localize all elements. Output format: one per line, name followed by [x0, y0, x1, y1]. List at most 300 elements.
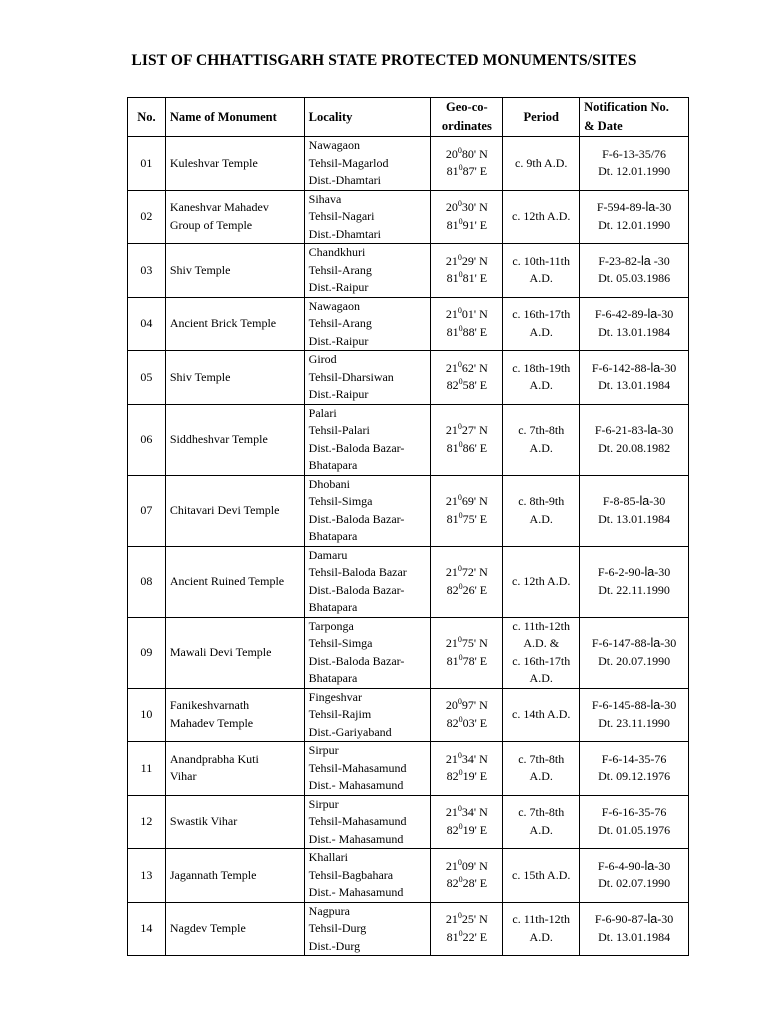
- geo-degrees: 81: [446, 271, 459, 286]
- locality-line: Tehsil-Mahasamund: [308, 814, 407, 828]
- cell-geo: [431, 297, 503, 351]
- geo-line: [435, 911, 498, 929]
- cell-name: [165, 351, 304, 405]
- notification-text: F-6-147-88-: [591, 636, 651, 650]
- cell-period: [503, 546, 580, 617]
- geo-line: [435, 875, 498, 893]
- cell-locality: [304, 688, 431, 742]
- notification-text: Dt. 13.01.1984: [598, 378, 671, 393]
- name-line: Chitavari Devi Temple: [169, 502, 280, 517]
- geo-degree-mark: 0: [457, 697, 462, 707]
- notification-code: la: [647, 423, 658, 437]
- notification-line: [584, 582, 684, 600]
- geo-minutes: 75' E: [462, 511, 488, 526]
- cell-name: [165, 190, 304, 244]
- table-row: [128, 617, 689, 688]
- notification-line: [584, 751, 684, 769]
- notification-text: Dt. 23.11.1990: [598, 715, 670, 730]
- cell-no: 03: [128, 244, 166, 298]
- period-line: c. 10th-11th: [512, 253, 570, 268]
- cell-geo: [431, 902, 503, 956]
- cell-no: 01: [128, 137, 166, 191]
- period-line: c. 7th-8th: [518, 805, 565, 820]
- geo-degree-mark: 0: [458, 377, 463, 387]
- cell-notification: [580, 617, 689, 688]
- table-row: [128, 546, 689, 617]
- cell-period: [503, 190, 580, 244]
- cell-no: 14: [128, 902, 166, 956]
- locality-line: Dist.-Baloda Bazar-: [308, 653, 405, 668]
- name-line: Shiv Temple: [169, 369, 231, 384]
- geo-minutes: 01' N: [461, 307, 488, 322]
- geo-line: [435, 858, 498, 876]
- cell-period: [503, 137, 580, 191]
- locality-line: Dist.-Baloda Bazar-: [308, 511, 405, 526]
- geo-degrees: 81: [446, 440, 459, 455]
- cell-geo: [431, 404, 503, 475]
- period-line: c. 11th-12th: [512, 912, 570, 927]
- geo-degree-mark: 0: [458, 439, 463, 449]
- locality-line: Damaru: [308, 547, 348, 562]
- geo-degree-mark: 0: [458, 928, 463, 938]
- geo-degree-mark: 0: [457, 635, 462, 644]
- notification-text: -30: [657, 423, 674, 437]
- notification-text: Dt. 20.08.1982: [598, 440, 671, 455]
- geo-degree-mark: 0: [458, 323, 463, 333]
- geo-degrees: 82: [446, 769, 459, 784]
- locality-line: Dhobani: [308, 476, 350, 491]
- notification-code: la: [650, 636, 661, 650]
- cell-geo: [431, 742, 503, 796]
- geo-line: [435, 270, 498, 288]
- notification-text: Dt. 13.01.1984: [598, 511, 671, 526]
- geo-minutes: 91' E: [462, 217, 488, 232]
- geo-minutes: 19' E: [462, 822, 488, 837]
- cell-locality: [304, 795, 431, 849]
- geo-degrees: 20: [445, 200, 458, 215]
- cell-notification: [580, 475, 689, 546]
- cell-geo: [431, 137, 503, 191]
- notification-text: Dt. 05.03.1986: [598, 271, 671, 286]
- geo-line: [435, 493, 498, 511]
- table-row: [128, 795, 689, 849]
- notification-text: F-594-89-: [596, 200, 646, 215]
- cell-notification: [580, 244, 689, 298]
- notification-text: -30: [649, 494, 666, 508]
- geo-degree-mark: 0: [457, 750, 462, 760]
- name-line: Kuleshvar Temple: [169, 155, 258, 170]
- geo-minutes: 34' N: [461, 805, 488, 820]
- geo-degrees: 21: [445, 751, 458, 766]
- notification-text: F-6-142-88-: [591, 360, 651, 375]
- geo-degrees: 21: [445, 858, 458, 873]
- cell-geo: [431, 546, 503, 617]
- cell-name: [165, 795, 304, 849]
- cell-locality: [304, 617, 431, 688]
- cell-period: [503, 244, 580, 298]
- locality-line: Tehsil-Arang: [308, 262, 372, 277]
- geo-degrees: 21: [445, 805, 458, 820]
- cell-period: [503, 742, 580, 796]
- locality-line: Dist.-Gariyaband: [308, 724, 392, 739]
- cell-notification: [580, 795, 689, 849]
- locality-line: Dist.-Raipur: [308, 333, 369, 348]
- notification-line: [584, 858, 684, 876]
- table-row: [128, 297, 689, 351]
- geo-degree-mark: 0: [458, 714, 463, 724]
- geo-degrees: 82: [446, 822, 459, 837]
- geo-line: [435, 199, 498, 217]
- cell-geo: [431, 617, 503, 688]
- locality-line: Tehsil-Bagbahara: [308, 867, 394, 882]
- cell-locality: [304, 351, 431, 405]
- geo-minutes: 86' E: [462, 440, 488, 455]
- geo-line: [435, 422, 498, 440]
- cell-geo: [431, 190, 503, 244]
- period-line: c. 15th A.D.: [512, 867, 571, 882]
- notification-line: [584, 804, 684, 822]
- notification-line: [584, 822, 684, 840]
- notification-text: -30: [654, 565, 671, 579]
- locality-line: Girod: [308, 352, 337, 366]
- notification-text: F-8-85-: [602, 494, 640, 508]
- cell-notification: [580, 137, 689, 191]
- locality-line: Dist.-Raipur: [308, 387, 369, 401]
- notification-code: la: [639, 494, 650, 508]
- notification-text: F-6-4-90-: [597, 858, 645, 873]
- cell-period: [503, 617, 580, 688]
- notification-code: la: [647, 912, 658, 927]
- notification-line: [584, 146, 684, 164]
- cell-geo: [431, 795, 503, 849]
- geo-line: [435, 306, 498, 324]
- geo-minutes: 80' N: [461, 146, 488, 161]
- period-line: c. 16th-17th: [512, 653, 571, 668]
- geo-line: [435, 163, 498, 181]
- geo-line: [435, 253, 498, 271]
- locality-line: Bhatapara: [308, 529, 358, 543]
- notification-text: Dt. 22.11.1990: [598, 582, 670, 597]
- period-line: c. 9th A.D.: [515, 155, 568, 170]
- notification-text: -30: [654, 858, 671, 873]
- period-line: A.D.: [529, 511, 553, 526]
- period-line: c. 16th-17th: [512, 307, 571, 322]
- notification-line: [584, 422, 684, 440]
- cell-name: [165, 546, 304, 617]
- geo-minutes: 19' E: [462, 769, 488, 784]
- cell-name: [165, 475, 304, 546]
- notification-text: Dt. 12.01.1990: [598, 164, 671, 179]
- notification-line: [584, 324, 684, 342]
- header-locality: Locality: [304, 98, 431, 137]
- cell-name: [165, 297, 304, 351]
- cell-name: [165, 742, 304, 796]
- notification-text: -30: [660, 636, 677, 650]
- period-line: c. 12th A.D.: [512, 209, 571, 223]
- cell-period: [503, 688, 580, 742]
- notification-line: [584, 199, 684, 217]
- notification-text: F-6-90-87-: [594, 912, 648, 927]
- geo-minutes: 03' E: [462, 715, 488, 730]
- locality-line: Khallari: [308, 850, 348, 864]
- geo-line: [435, 653, 498, 671]
- name-line: Anandprabha Kuti: [169, 751, 259, 766]
- cell-notification: [580, 404, 689, 475]
- notification-code: la: [650, 360, 661, 375]
- notification-code: la: [645, 200, 656, 215]
- geo-degrees: 21: [445, 423, 458, 437]
- cell-no: 02: [128, 190, 166, 244]
- locality-line: Dist.-Baloda Bazar-: [308, 582, 405, 597]
- name-line: Ancient Ruined Temple: [169, 573, 285, 588]
- geo-degrees: 21: [445, 912, 458, 927]
- geo-line: [435, 697, 498, 715]
- notification-line: [584, 360, 684, 378]
- geo-degree-mark: 0: [458, 581, 463, 591]
- name-line: Shiv Temple: [169, 262, 231, 277]
- geo-degree-mark: 0: [458, 510, 463, 520]
- locality-line: Bhatapara: [308, 600, 358, 614]
- header-period: Period: [503, 98, 580, 137]
- table-row: [128, 137, 689, 191]
- locality-line: Tehsil-Arang: [308, 316, 372, 330]
- geo-degrees: 82: [446, 876, 459, 891]
- geo-degrees: 82: [446, 378, 459, 393]
- notification-text: F-6-21-83-: [594, 423, 648, 437]
- geo-minutes: 28' E: [462, 876, 488, 891]
- table-row: [128, 244, 689, 298]
- notification-text: Dt. 13.01.1984: [598, 324, 671, 339]
- name-line: Siddheshvar Temple: [169, 431, 268, 446]
- notification-line: [584, 217, 684, 235]
- notification-text: Dt. 02.07.1990: [598, 876, 671, 891]
- period-line: A.D.: [529, 769, 553, 784]
- cell-no: 05: [128, 351, 166, 405]
- geo-minutes: 69' N: [461, 494, 488, 508]
- geo-line: [435, 929, 498, 947]
- geo-degrees: 81: [446, 324, 459, 339]
- cell-no: 06: [128, 404, 166, 475]
- geo-line: [435, 146, 498, 164]
- geo-degree-mark: 0: [457, 911, 462, 921]
- geo-minutes: 29' N: [461, 253, 488, 268]
- geo-degree-mark: 0: [457, 359, 462, 369]
- geo-line: [435, 564, 498, 582]
- geo-line: [435, 715, 498, 733]
- geo-minutes: 87' E: [462, 164, 488, 179]
- geo-degree-mark: 0: [457, 199, 462, 209]
- notification-line: [584, 635, 684, 653]
- locality-line: Sirpur: [308, 796, 339, 811]
- cell-geo: [431, 351, 503, 405]
- name-line: Jagannath Temple: [169, 867, 257, 882]
- locality-line: Sirpur: [308, 743, 339, 757]
- notification-text: Dt. 01.05.1976: [598, 822, 671, 837]
- period-line: c. 8th-9th: [518, 494, 565, 508]
- notification-line: [584, 768, 684, 786]
- header-notification: [580, 98, 689, 137]
- period-line: A.D.: [529, 324, 553, 339]
- notification-line: [584, 715, 684, 733]
- geo-minutes: 27' N: [461, 423, 488, 437]
- locality-line: Tehsil-Baloda Bazar: [308, 565, 407, 579]
- table-row: [128, 849, 689, 903]
- period-line: c. 7th-8th: [518, 423, 565, 437]
- geo-degrees: 81: [446, 164, 459, 179]
- geo-line: [435, 768, 498, 786]
- notification-line: [584, 306, 684, 324]
- notification-text: F-6-16-35-76: [601, 805, 667, 820]
- locality-line: Dist.-Dhamtari: [308, 226, 381, 241]
- monuments-table: [127, 97, 689, 956]
- notification-line: [584, 929, 684, 947]
- geo-degree-mark: 0: [457, 564, 462, 573]
- cell-period: [503, 351, 580, 405]
- period-line: A.D.: [529, 271, 553, 286]
- geo-degrees: 20: [445, 698, 458, 713]
- cell-no: 04: [128, 297, 166, 351]
- notification-line: [584, 653, 684, 671]
- geo-line: [435, 511, 498, 529]
- cell-notification: [580, 546, 689, 617]
- cell-period: [503, 297, 580, 351]
- period-line: c. 7th-8th: [518, 751, 565, 766]
- notification-text: F-23-82-: [598, 253, 642, 268]
- locality-line: Fingeshvar: [308, 689, 362, 704]
- notification-text: -30: [660, 360, 677, 375]
- cell-geo: [431, 244, 503, 298]
- geo-degrees: 21: [445, 636, 458, 650]
- header-name: Name of Monument: [165, 98, 304, 137]
- header-geo-line: Geo-co-: [446, 100, 488, 114]
- cell-name: [165, 688, 304, 742]
- locality-line: Nawagaon: [308, 138, 360, 152]
- locality-line: Tehsil-Palari: [308, 423, 370, 437]
- period-line: A.D. &: [523, 636, 560, 650]
- geo-degree-mark: 0: [458, 652, 463, 662]
- cell-locality: [304, 297, 431, 351]
- geo-degrees: 21: [445, 494, 458, 508]
- notification-line: [584, 440, 684, 458]
- name-line: Fanikeshvarnath: [169, 698, 250, 713]
- geo-degrees: 21: [445, 307, 458, 322]
- geo-degrees: 82: [446, 582, 459, 597]
- geo-minutes: 25' N: [461, 912, 488, 927]
- locality-line: Bhatapara: [308, 458, 358, 472]
- geo-line: [435, 217, 498, 235]
- name-line: Ancient Brick Temple: [169, 316, 277, 330]
- geo-line: [435, 440, 498, 458]
- cell-period: [503, 849, 580, 903]
- period-line: c. 14th A.D.: [512, 707, 571, 721]
- cell-no: 11: [128, 742, 166, 796]
- locality-line: Tehsil-Rajim: [308, 707, 372, 721]
- cell-name: [165, 244, 304, 298]
- period-line: c. 11th-12th: [512, 618, 570, 633]
- geo-degree-mark: 0: [457, 857, 462, 867]
- notification-line: [584, 911, 684, 929]
- geo-degree-mark: 0: [457, 804, 462, 814]
- cell-no: 13: [128, 849, 166, 903]
- notification-text: -30: [657, 912, 674, 927]
- cell-name: [165, 617, 304, 688]
- locality-line: Tehsil-Simga: [308, 494, 373, 508]
- table-row: [128, 742, 689, 796]
- geo-degrees: 81: [446, 511, 459, 526]
- locality-line: Palari: [308, 405, 337, 420]
- notification-code: la: [644, 565, 655, 579]
- locality-line: Tehsil-Dharsiwan: [308, 369, 394, 384]
- geo-minutes: 81' E: [462, 271, 488, 286]
- geo-degrees: 21: [445, 253, 458, 268]
- locality-line: Nagpura: [308, 903, 350, 918]
- geo-minutes: 78' E: [462, 653, 488, 668]
- cell-no: 07: [128, 475, 166, 546]
- table-row: [128, 475, 689, 546]
- notification-line: [584, 377, 684, 395]
- notification-code: la: [647, 307, 658, 322]
- locality-line: Dist.- Mahasamund: [308, 885, 404, 899]
- period-line: A.D.: [529, 822, 553, 837]
- locality-line: Dist.-Baloda Bazar-: [308, 440, 405, 455]
- geo-line: [435, 635, 498, 653]
- locality-line: Dist.-Durg: [308, 938, 361, 953]
- cell-no: 08: [128, 546, 166, 617]
- geo-degrees: 21: [445, 360, 458, 375]
- cell-notification: [580, 849, 689, 903]
- header-geo-line: ordinates: [441, 119, 492, 133]
- cell-name: [165, 902, 304, 956]
- notification-line: [584, 163, 684, 181]
- name-line: Vihar: [169, 769, 197, 784]
- geo-degree-mark: 0: [458, 821, 463, 831]
- notification-text: Dt. 09.12.1976: [598, 769, 671, 784]
- geo-minutes: 88' E: [462, 324, 488, 339]
- name-line: Group of Temple: [169, 217, 253, 232]
- notification-text: -30: [660, 698, 677, 713]
- cell-locality: [304, 475, 431, 546]
- geo-minutes: 97' N: [461, 698, 488, 713]
- notification-code: la: [644, 858, 655, 873]
- geo-degrees: 20: [445, 146, 458, 161]
- notification-line: [584, 270, 684, 288]
- notification-line: [584, 697, 684, 715]
- table-row: [128, 190, 689, 244]
- period-line: A.D.: [529, 440, 553, 455]
- cell-name: [165, 137, 304, 191]
- geo-line: [435, 804, 498, 822]
- geo-degree-mark: 0: [457, 306, 462, 316]
- table-row: [128, 351, 689, 405]
- name-line: Mahadev Temple: [169, 715, 254, 730]
- cell-locality: [304, 546, 431, 617]
- geo-degree-mark: 0: [458, 216, 463, 226]
- cell-geo: [431, 688, 503, 742]
- geo-degree-mark: 0: [458, 163, 463, 173]
- period-line: A.D.: [529, 671, 553, 685]
- cell-period: [503, 902, 580, 956]
- locality-line: Dist.- Mahasamund: [308, 831, 404, 846]
- page-title: LIST OF CHHATTISGARH STATE PROTECTED MONUMENTS/SITES: [131, 52, 637, 69]
- notification-text: F-6-13-35/76: [602, 146, 667, 161]
- notification-text: Dt. 13.01.1984: [598, 929, 671, 944]
- geo-degrees: 81: [446, 653, 459, 668]
- table-row: [128, 404, 689, 475]
- cell-notification: [580, 190, 689, 244]
- cell-period: [503, 475, 580, 546]
- geo-minutes: 58' E: [462, 378, 488, 393]
- period-line: A.D.: [529, 378, 553, 393]
